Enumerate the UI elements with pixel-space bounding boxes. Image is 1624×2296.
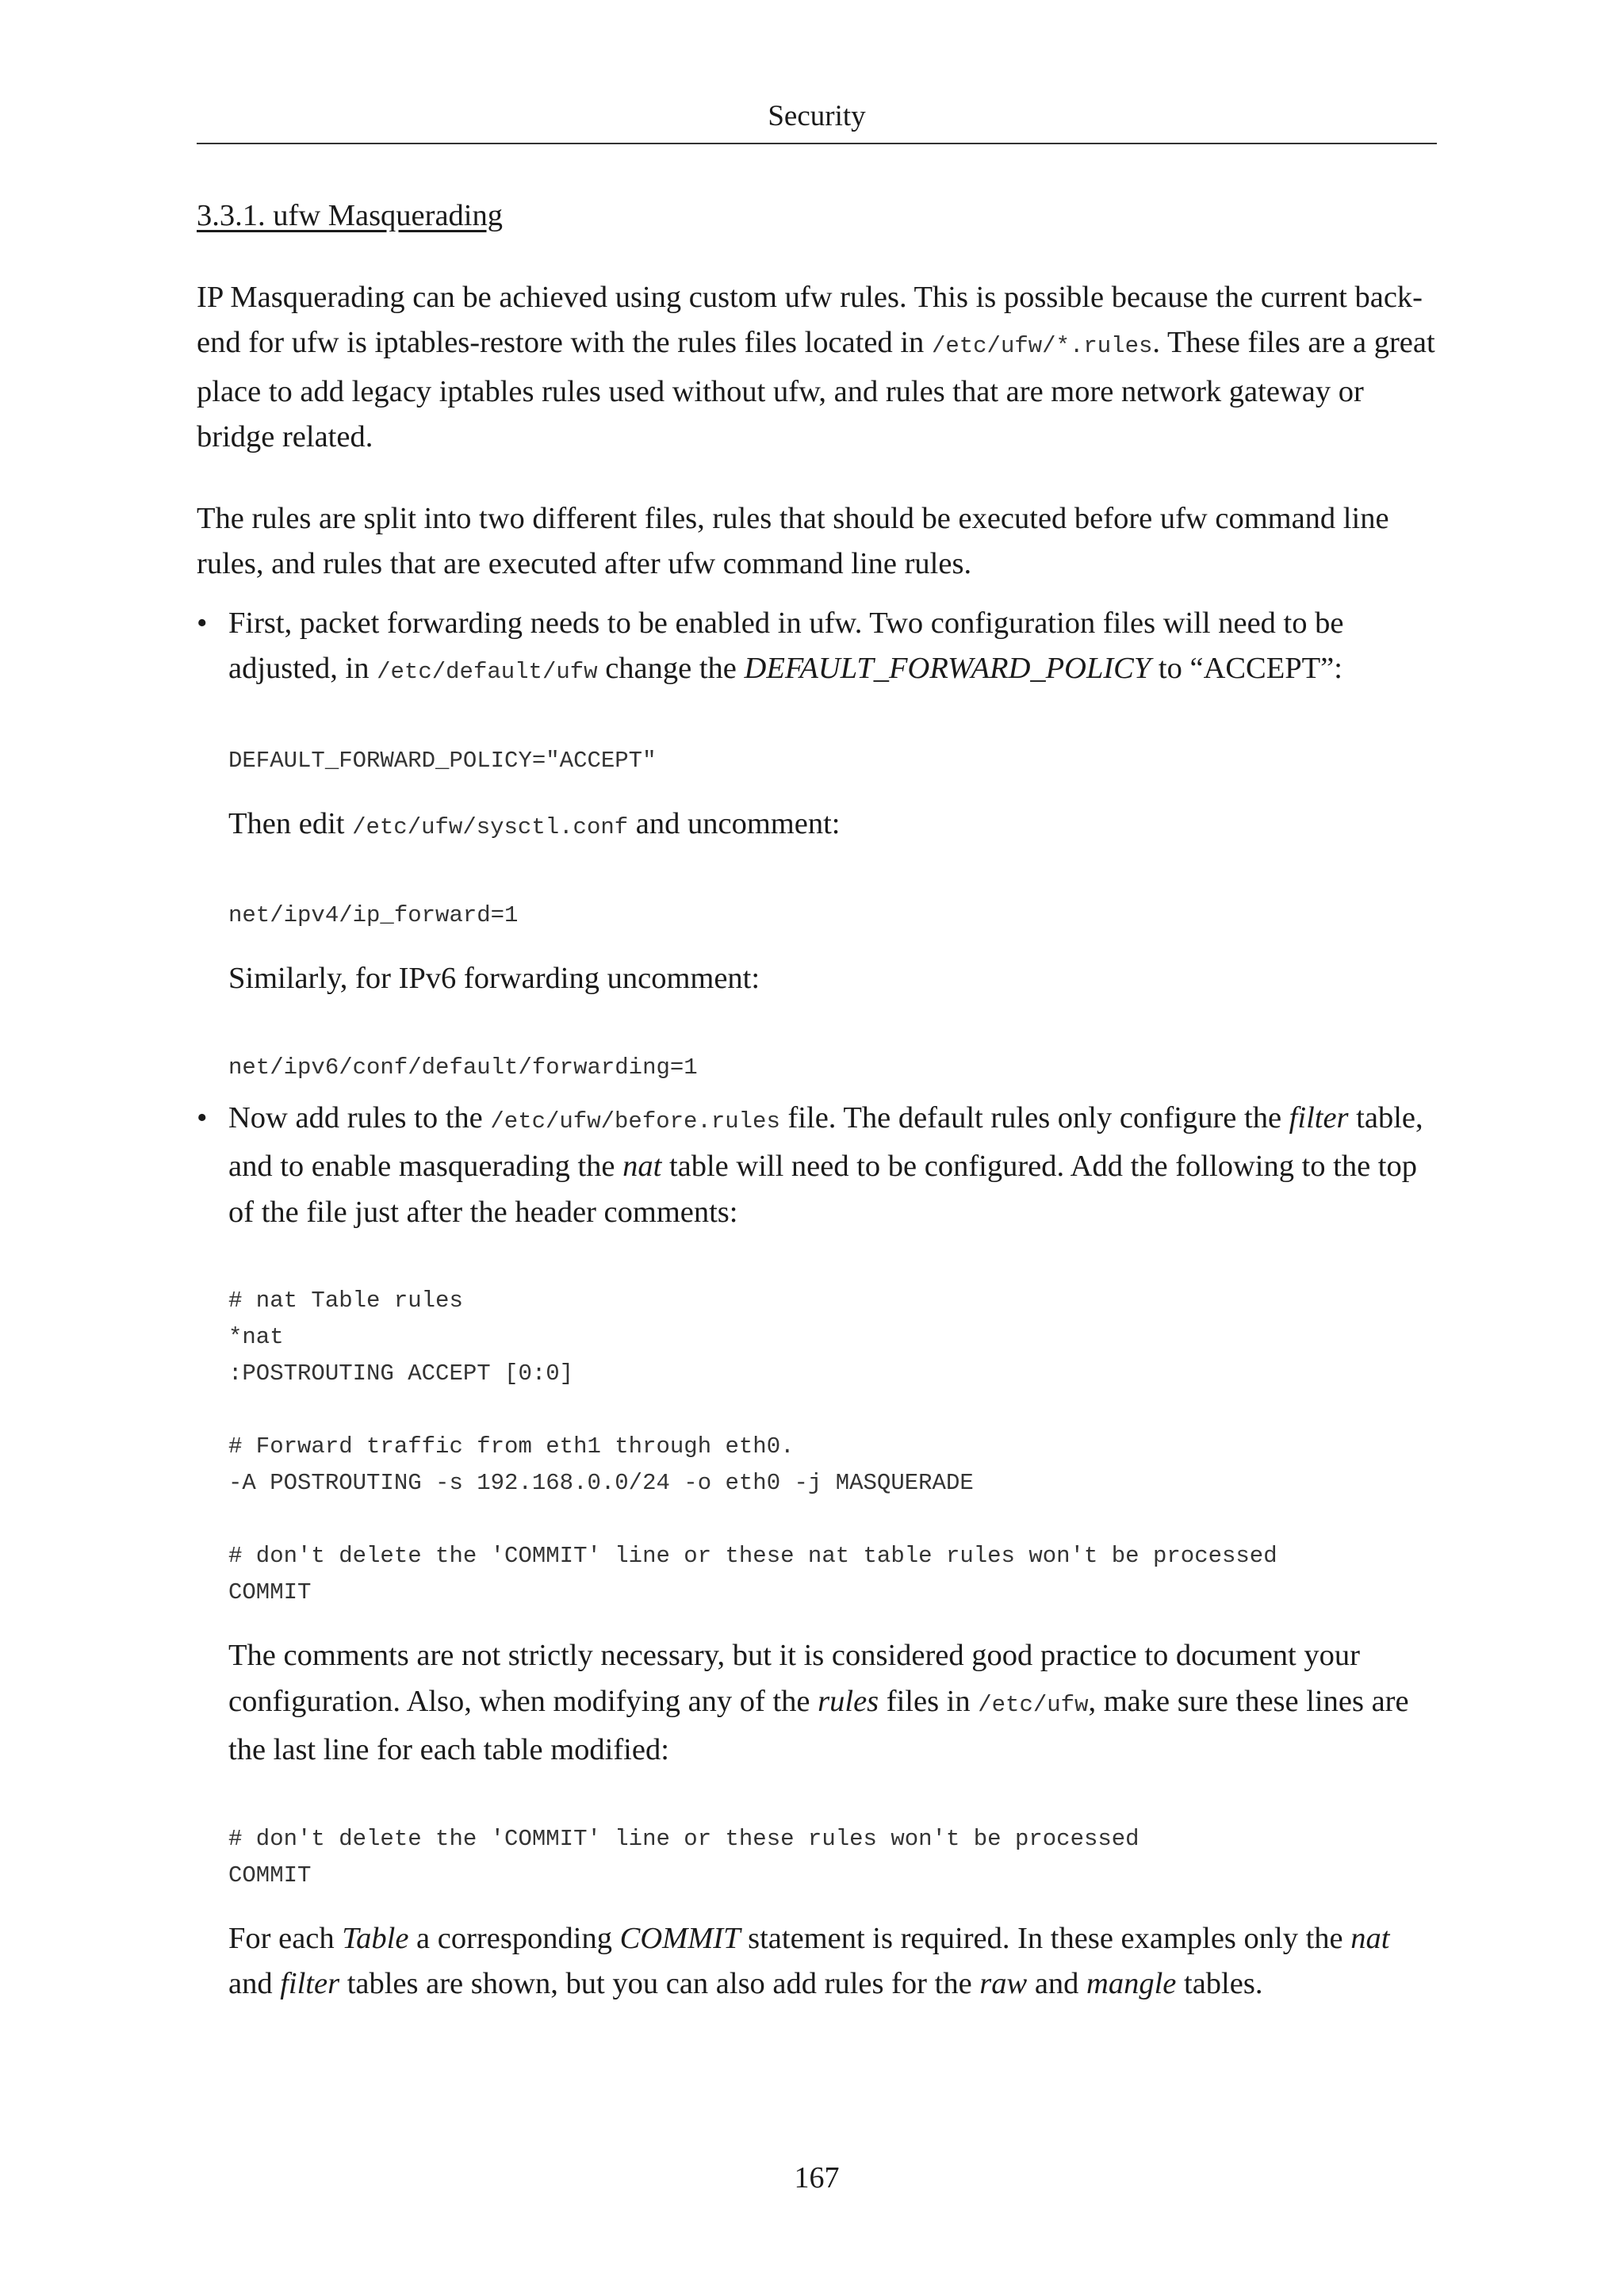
header-rule	[197, 143, 1437, 144]
final-text-g: tables.	[1176, 1967, 1263, 2000]
section-title: 3.3.1. ufw Masquerading	[197, 199, 503, 232]
list-item-forwarding	[197, 601, 1437, 1086]
code-ipv4-forward: net/ipv4/ip_forward=1	[228, 902, 519, 928]
final-text-b: a corresponding	[408, 1921, 620, 1955]
final-text-c: statement is required. In these examples only the	[740, 1921, 1351, 1955]
etc-ufw-path: /etc/ufw	[978, 1691, 1089, 1718]
page-content	[197, 193, 1437, 2007]
nat-term: nat	[622, 1150, 662, 1183]
default-ufw-path: /etc/default/ufw	[377, 659, 598, 685]
code-ipv6-forward: net/ipv6/conf/default/forwarding=1	[228, 1054, 698, 1081]
table-term: Table	[342, 1921, 409, 1955]
nat-term-2: nat	[1350, 1921, 1390, 1955]
forwarding-text-a: First, packet forwarding needs to be enabled in ufw. Two configuration files will need to be adjusted, in	[228, 606, 1344, 685]
list-item-before-rules	[197, 1096, 1437, 2007]
then-edit-text	[228, 802, 1437, 851]
comments-text-b: files in	[879, 1684, 979, 1718]
forwarding-text-c: to “ACCEPT”:	[1151, 652, 1342, 685]
final-text	[228, 1916, 1437, 2007]
comments-text	[228, 1633, 1437, 1774]
comments-text-c: , make sure these lines are the last line for each table modified:	[228, 1684, 1409, 1766]
filter-term-2: filter	[280, 1967, 340, 2000]
code-forward-policy: DEFAULT_FORWARD_POLICY="ACCEPT"	[228, 747, 657, 774]
raw-term: raw	[979, 1967, 1028, 2000]
intro-text-b: . These files are a great place to add legacy iptables rules used without ufw, and rules that are more network gateway or bridge related.	[197, 326, 1435, 453]
rules-path: /etc/ufw/*.rules	[931, 333, 1153, 359]
then-edit-text-b: and uncomment:	[628, 806, 841, 840]
ipv6-text: Similarly, for IPv6 forwarding uncomment:	[228, 962, 760, 995]
code-commit-lines: # don't delete the 'COMMIT' line or these rules won't be processed COMMIT	[228, 1825, 1139, 1888]
comments-text-a: The comments are not strictly necessary, but it is considered good practice to document your configuration. Also, when modifying any of the	[228, 1639, 1360, 1718]
forwarding-text	[228, 601, 1437, 695]
before-rules-text-c: table, and to enable masquerading the	[228, 1100, 1423, 1183]
bullet-glyph: •	[197, 1100, 208, 1135]
forward-policy-term: DEFAULT_FORWARD_POLICY	[744, 652, 1151, 685]
commit-term: COMMIT	[619, 1921, 741, 1955]
steps-list	[197, 601, 1437, 2007]
before-rules-path: /etc/ufw/before.rules	[490, 1108, 780, 1135]
filter-term: filter	[1289, 1100, 1349, 1135]
intro-text-a: IP Masquerading can be achieved using custom ufw rules. This is possible because the current back-end for ufw is iptables-restore with the rules files located in	[197, 280, 1423, 359]
final-text-d: and	[228, 1967, 281, 2000]
rules-term: rules	[818, 1684, 879, 1718]
running-header: Security	[768, 100, 866, 132]
bullet-glyph: •	[197, 606, 208, 640]
page-number: 167	[794, 2161, 840, 2195]
before-rules-text	[228, 1096, 1437, 1236]
before-rules-text-a: Now add rules to the	[228, 1100, 491, 1135]
final-text-f: and	[1027, 1967, 1087, 2000]
then-edit-text-a: Then edit	[228, 806, 353, 840]
before-rules-text-d: table will need to be configured. Add the following to the top of the file just after the header comments:	[228, 1150, 1417, 1229]
before-rules-text-b: file. The default rules only configure the	[779, 1100, 1289, 1135]
intro-paragraph-1	[197, 275, 1437, 461]
forwarding-text-b: change the	[597, 652, 745, 685]
final-text-a: For each	[228, 1921, 343, 1955]
final-text-e: tables are shown, but you can also add rules for the	[339, 1967, 980, 2000]
mangle-term: mangle	[1086, 1967, 1177, 2000]
intro-paragraph-2: The rules are split into two different files, rules that should be executed before ufw command line rules, and rules that are executed after ufw command line rules.	[197, 501, 1389, 580]
sysctl-path: /etc/ufw/sysctl.conf	[352, 813, 629, 840]
code-nat-rules: # nat Table rules *nat :POSTROUTING ACCEPT [0:0] # Forward traffic from eth1 through eth0. -A POSTROUTING -s 192.168.0.0/24 -o eth0 -j MASQUERADE # don't delete the 'COMMIT' line or these nat table rules won't be processed COMMIT	[228, 1288, 1277, 1605]
